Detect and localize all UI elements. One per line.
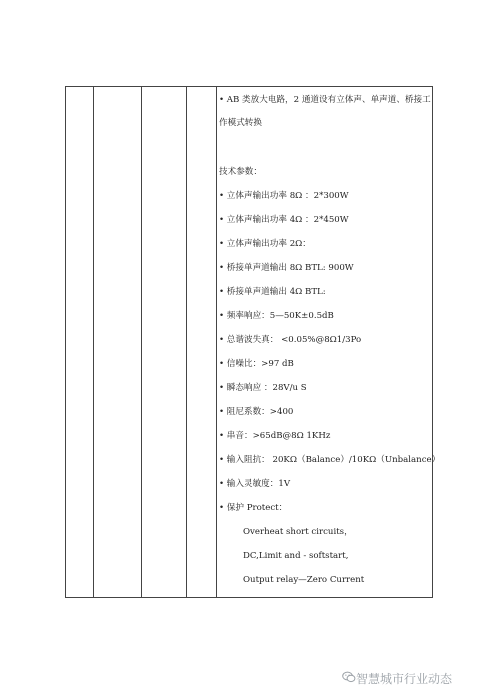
spec-line: • 桥接单声道输出 4Ω BTL: bbox=[219, 287, 326, 297]
spec-subline: Output relay—Zero Current bbox=[243, 575, 365, 585]
spec-line: • 阻尼系数：>400 bbox=[219, 407, 294, 417]
spec-line: • AB 类放大电路，2 通道设有立体声、单声道、桥接工 bbox=[219, 95, 431, 105]
spec-line: 作模式转换 bbox=[219, 118, 262, 128]
spec-line: • 立体声输出功率 4Ω ：2*450W bbox=[219, 215, 349, 225]
table-border-right bbox=[432, 86, 433, 598]
wechat-icon bbox=[342, 670, 356, 684]
table-border-left bbox=[65, 86, 66, 598]
spec-line: • 频率响应：5—50K±0.5dB bbox=[219, 311, 334, 321]
spec-line: • 信噪比：>97 dB bbox=[219, 359, 294, 369]
watermark-text: 智慧城市行业动态 bbox=[356, 672, 453, 686]
spec-line: • 输入阻抗： 20KΩ（Balance）/10KΩ（Unbalance） bbox=[219, 455, 441, 465]
spec-line: • 桥接单声道输出 8Ω BTL: 900W bbox=[219, 263, 354, 273]
table-top-border bbox=[65, 86, 433, 87]
table-bottom-border bbox=[65, 597, 433, 598]
spec-line: • 输入灵敏度：1V bbox=[219, 479, 291, 489]
spec-line: • 保护 Protect： bbox=[219, 503, 288, 513]
spec-line: • 立体声输出功率 8Ω ：2*300W bbox=[219, 191, 349, 201]
spec-line: • 瞬态响应 ：28V/u S bbox=[219, 383, 307, 393]
spec-subline: Overheat short circuits， bbox=[243, 527, 353, 537]
spec-line: • 串音：>65dB@8Ω 1KHz bbox=[219, 431, 331, 441]
spec-subline: DC,Limit and - softstart, bbox=[243, 551, 349, 561]
spec-heading: 技术参数： bbox=[219, 167, 262, 177]
table-divider-3 bbox=[186, 86, 187, 598]
table-divider-2 bbox=[141, 86, 142, 598]
spec-line: • 总谐波失真： <0.05%@8Ω1/3Po bbox=[219, 335, 362, 345]
table-divider-4 bbox=[216, 86, 217, 598]
spec-line: • 立体声输出功率 2Ω： bbox=[219, 239, 311, 249]
table-divider-1 bbox=[93, 86, 94, 598]
